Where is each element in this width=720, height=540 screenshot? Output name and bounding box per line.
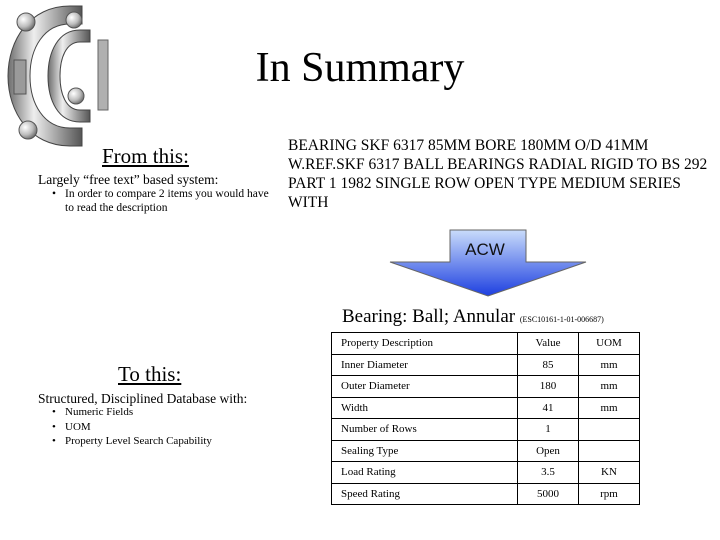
property-cell: Sealing Type (332, 440, 518, 462)
table-row (332, 397, 640, 419)
property-cell: Width (332, 397, 518, 419)
table-header-row (332, 333, 640, 355)
to-subtitle: Structured, Disciplined Database with: (38, 391, 248, 406)
value-cell: Open (518, 440, 579, 462)
from-bullet-list (50, 187, 270, 215)
property-cell: Speed Rating (332, 483, 518, 505)
property-cell: Inner Diameter (332, 354, 518, 376)
header-cell: UOM (579, 333, 640, 355)
table-row (332, 440, 640, 462)
to-bullet: • Property Level Search Capability (50, 434, 290, 449)
arrow-label: ACW (465, 240, 505, 259)
uom-cell (579, 440, 640, 462)
table-title-text: Bearing: Ball; Annular (342, 306, 516, 327)
uom-cell: mm (579, 397, 640, 419)
table-row (332, 483, 640, 505)
free-text-description: BEARING SKF 6317 85MM BORE 180MM O/D 41MM W.REF.SKF 6317 BALL BEARINGS RADIAL RIGID TO BS 292 PART 1 1982 SINGLE ROW OPEN TYPE MEDIUM SERIES WITH (288, 137, 708, 211)
table-row (332, 419, 640, 441)
table-title-code: (ESC10161-1-01-006687) (519, 315, 604, 324)
property-cell: Number of Rows (332, 419, 518, 441)
property-cell: Outer Diameter (332, 376, 518, 398)
value-cell: 5000 (518, 483, 579, 505)
slide-title: In Summary (255, 45, 465, 91)
to-bullet-list (50, 405, 290, 449)
table-row (332, 376, 640, 398)
uom-cell: mm (579, 376, 640, 398)
to-heading: To this: (118, 362, 182, 386)
table-row (332, 462, 640, 484)
table-title (342, 306, 604, 328)
to-bullet: • UOM (50, 420, 290, 435)
value-cell: 180 (518, 376, 579, 398)
value-cell: 3.5 (518, 462, 579, 484)
from-subtitle: Largely “free text” based system: (38, 172, 219, 187)
down-arrow-icon (388, 228, 588, 298)
uom-cell (579, 419, 640, 441)
to-bullet: • Numeric Fields (50, 405, 290, 420)
value-cell: 1 (518, 419, 579, 441)
header-cell: Property Description (332, 333, 518, 355)
uom-cell: rpm (579, 483, 640, 505)
property-cell: Load Rating (332, 462, 518, 484)
from-heading: From this: (102, 144, 189, 168)
header-cell: Value (518, 333, 579, 355)
uom-cell: mm (579, 354, 640, 376)
from-bullet: • In order to compare 2 items you would have to read the description (50, 187, 270, 215)
table-row (332, 354, 640, 376)
value-cell: 85 (518, 354, 579, 376)
value-cell: 41 (518, 397, 579, 419)
uom-cell: KN (579, 462, 640, 484)
property-table (331, 332, 640, 505)
